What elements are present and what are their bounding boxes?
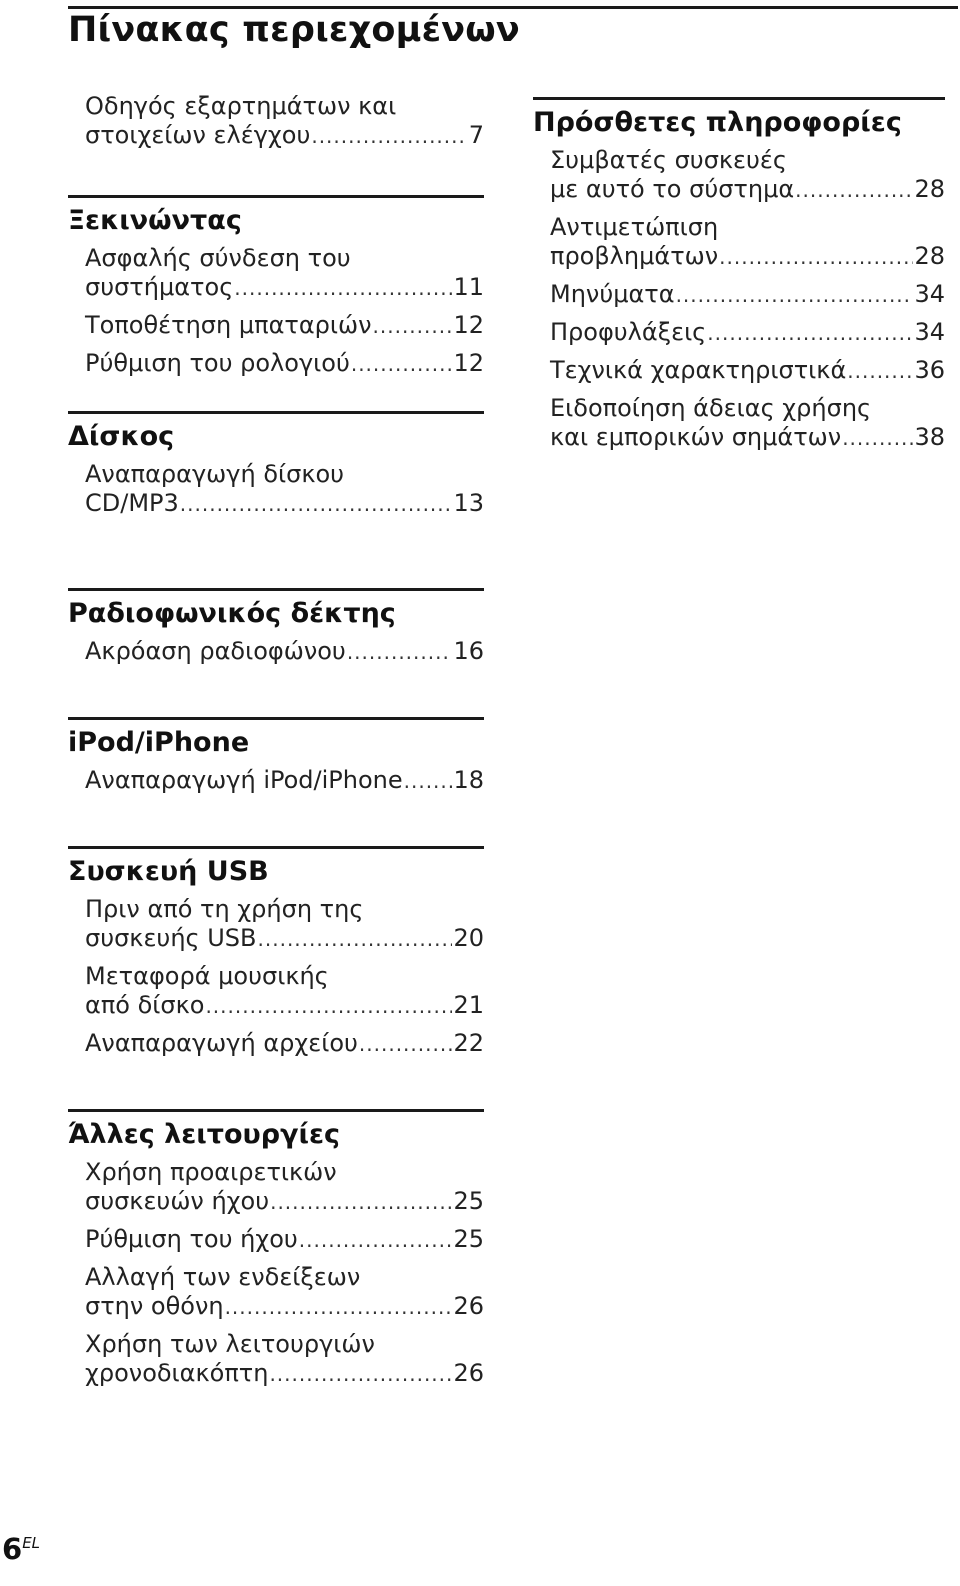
section-disc: [68, 411, 484, 519]
toc-entry[interactable]: [85, 1158, 484, 1217]
footer-page-number: 6: [2, 1532, 23, 1566]
section-rule: [68, 717, 484, 720]
entry-text: Αντιμετώπιση: [550, 213, 719, 241]
page-footer: [2, 1532, 40, 1566]
toc-entry[interactable]: [85, 1029, 484, 1059]
page-number: 34: [914, 280, 945, 308]
page-number: 28: [914, 242, 945, 270]
section-rule: [68, 195, 484, 198]
section-rule: [533, 97, 945, 100]
page-number: 11: [453, 273, 484, 301]
dot-leader: [347, 638, 453, 667]
section-title: Ραδιοφωνικός δέκτης: [68, 598, 396, 629]
dot-leader: [842, 424, 913, 453]
toc-right-column: [533, 97, 945, 461]
page-number: 38: [914, 423, 945, 451]
entry-text: συσκευής USB: [85, 924, 257, 952]
page-number: 16: [453, 637, 484, 665]
dot-leader: [299, 1226, 453, 1255]
toc-entry[interactable]: [550, 280, 945, 310]
toc-entry[interactable]: [550, 356, 945, 386]
dot-leader: [373, 312, 453, 341]
section-additional-info: [533, 97, 945, 453]
section-title: Ξεκινώντας: [68, 205, 242, 236]
dot-leader: [351, 350, 453, 379]
dot-leader: [205, 992, 452, 1021]
dot-leader: [225, 1293, 453, 1322]
toc-entry[interactable]: [85, 637, 484, 667]
dot-leader: [311, 122, 467, 151]
dot-leader: [676, 281, 914, 310]
page-number: 36: [914, 356, 945, 384]
dot-leader: [234, 274, 452, 303]
entry-text: CD/MP3: [85, 489, 179, 517]
footer-lang-code: EL: [22, 1534, 41, 1552]
section-title: Πρόσθετες πληροφορίες: [533, 107, 902, 138]
entry-text: από δίσκο: [85, 991, 205, 1019]
dot-leader: [180, 490, 453, 519]
page-number: 13: [453, 489, 484, 517]
entry-text: με αυτό το σύστημα: [550, 175, 795, 203]
toc-entry[interactable]: [550, 318, 945, 348]
dot-leader: [707, 319, 913, 348]
entry-text: Οδηγός εξαρτημάτων και: [85, 92, 397, 120]
section-title: Συσκευή USB: [68, 856, 269, 887]
entry-text: Χρήση προαιρετικών: [85, 1158, 337, 1186]
page-number: 26: [453, 1292, 484, 1320]
dot-leader: [404, 767, 453, 796]
toc-entry[interactable]: [550, 394, 945, 453]
entry-text: χρονοδιακόπτη: [85, 1359, 269, 1387]
entry-text: Μεταφορά μουσικής: [85, 962, 329, 990]
toc-bottom-column: [68, 588, 484, 1397]
entry-text: Χρήση των λειτουργιών: [85, 1330, 375, 1358]
entry-text: και εμπορικών σημάτων: [550, 423, 842, 451]
entry-text: προβλημάτων: [550, 242, 719, 270]
section-rule: [68, 1109, 484, 1112]
toc-entry[interactable]: [550, 146, 945, 205]
entry-text: Ρύθμιση του ήχου: [85, 1225, 298, 1253]
page-number: 12: [453, 311, 484, 339]
entry-text: Τοποθέτηση μπαταριών: [85, 311, 372, 339]
dot-leader: [795, 176, 913, 205]
section-usb: [68, 846, 484, 1059]
entry-text: στην οθόνη: [85, 1292, 224, 1320]
page-number: 21: [453, 991, 484, 1019]
page-number: 26: [453, 1359, 484, 1387]
entry-text: Αναπαραγωγή δίσκου: [85, 460, 345, 488]
entry-text: Ρύθμιση του ρολογιού: [85, 349, 350, 377]
toc-entry[interactable]: [85, 460, 484, 519]
dot-leader: [847, 357, 913, 386]
entry-text: συσκευών ήχου: [85, 1187, 270, 1215]
toc-entry[interactable]: [85, 1330, 484, 1389]
section-rule: [68, 588, 484, 591]
page-number: 12: [453, 349, 484, 377]
entry-text: στοιχείων ελέγχου: [85, 121, 311, 149]
entry-text: Μηνύματα: [550, 280, 675, 308]
page-number: 22: [453, 1029, 484, 1057]
page-number: 25: [453, 1187, 484, 1215]
entry-text: Ακρόαση ραδιοφώνου: [85, 637, 346, 665]
entry-text: Συμβατές συσκευές: [550, 146, 787, 174]
page-number: 25: [453, 1225, 484, 1253]
toc-left-column: [68, 92, 484, 527]
dot-leader: [359, 1030, 453, 1059]
page-number: 7: [468, 121, 484, 149]
entry-text: Αναπαραγωγή αρχείου: [85, 1029, 358, 1057]
toc-entry[interactable]: [550, 213, 945, 272]
section-rule: [68, 411, 484, 414]
toc-entry[interactable]: [85, 92, 484, 151]
dot-leader: [270, 1188, 452, 1217]
section-title: Άλλες λειτουργίες: [68, 1119, 341, 1150]
section-title: iPod/iPhone: [68, 727, 250, 758]
entry-text: Αναπαραγωγή iPod/iPhone: [85, 766, 403, 794]
section-rule: [68, 846, 484, 849]
section-getting-started: [68, 195, 484, 379]
page-title: Πίνακας περιεχομένων: [68, 10, 520, 50]
entry-text: Προφυλάξεις: [550, 318, 707, 346]
toc-entry[interactable]: [85, 311, 484, 341]
toc-entry[interactable]: [85, 1263, 484, 1322]
section-title: Δίσκος: [68, 421, 175, 452]
section-radio: [68, 588, 484, 667]
toc-entry[interactable]: [85, 895, 484, 954]
dot-leader: [719, 243, 913, 272]
page-number: 34: [914, 318, 945, 346]
top-rule: [68, 6, 958, 9]
entry-text: Πριν από τη χρήση της: [85, 895, 364, 923]
toc-entry[interactable]: [85, 244, 484, 303]
toc-entry[interactable]: [85, 962, 484, 1021]
dot-leader: [269, 1360, 452, 1389]
toc-entry[interactable]: [85, 1225, 484, 1255]
page-number: 28: [914, 175, 945, 203]
entry-text: Αλλαγή των ενδείξεων: [85, 1263, 361, 1291]
entry-text: Ειδοποίηση άδειας χρήσης: [550, 394, 872, 422]
toc-entry[interactable]: [85, 349, 484, 379]
dot-leader: [258, 925, 453, 954]
entry-text: Τεχνικά χαρακτηριστικά: [550, 356, 847, 384]
page-number: 20: [453, 924, 484, 952]
toc-entry[interactable]: [85, 766, 484, 796]
section-other-functions: [68, 1109, 484, 1389]
entry-text: Ασφαλής σύνδεση του: [85, 244, 351, 272]
entry-text: συστήματος: [85, 273, 234, 301]
section-ipod: [68, 717, 484, 796]
page-number: 18: [453, 766, 484, 794]
